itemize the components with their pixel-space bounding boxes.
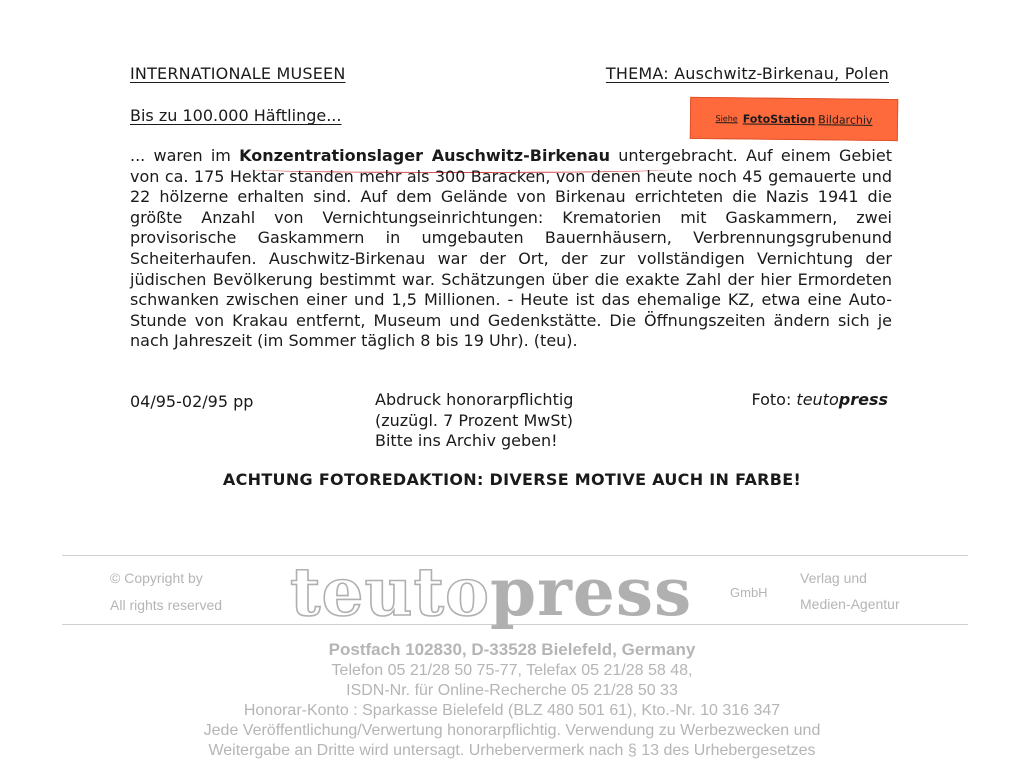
account-line: Honorar-Konto : Sparkasse Bielefeld (BLZ 480 501 61), Kto.-Nr. 10 316 347 bbox=[243, 702, 781, 719]
fee-line-1: Abdruck honorarpflichtig bbox=[375, 390, 574, 409]
legal-line-1: Jede Veröffentlichung/Verwertung honorarpflichtig. Verwendung zu Werbezwecken und bbox=[203, 722, 821, 739]
date-code: 04/95-02/95 pp bbox=[130, 392, 254, 411]
teutopress-logo bbox=[290, 553, 692, 631]
fee-line-2: (zuzügl. 7 Prozent MwSt) bbox=[375, 410, 574, 430]
logo-press: press bbox=[489, 553, 693, 631]
phone-line: Telefon 05 21/28 50 75-77, Telefax 05 21/28 58 48, bbox=[331, 662, 693, 679]
copyright-text: © Copyright by bbox=[110, 570, 203, 586]
verlag-line-2: Medien-Agentur bbox=[800, 596, 900, 612]
body-highlight: Konzentrationslager Auschwitz-Birkenau bbox=[239, 146, 610, 165]
gmbh-label: GmbH bbox=[730, 585, 768, 600]
sticker-prefix: Siehe bbox=[715, 113, 738, 123]
fee-note bbox=[375, 390, 573, 452]
verlag-line-1: Verlag und bbox=[800, 570, 867, 586]
sticker-rest: Bildarchiv bbox=[818, 112, 873, 127]
body-text: untergebracht. Auf einem Gebiet von ca. 175 Hektar standen mehr als 300 Baracken, von denen heute noch 45 gemauerte und 22 hölzerne erhalten sind. Auf dem Gelände von Birkenau errichteten die Nazis 1941 die größte Anzahl von Vernichtungseinrichtungen: Krematorien mit Gaskammern, zwei provisorische Gaskammern in umgebauten Bauernhäusern, Verbrennungsgrubenund Scheiterhaufen. Auschwitz-Birkenau war der Ort, der zur vollständigen Vernichtung der jüdischen Bevölkerung bestimmt war. Schätzungen über die exakte Zahl der hier Ermordeten schwanken zwischen einer und 1,5 Millionen. - Heute ist das ehemalige KZ, etwa eine Auto-Stunde von Krakau entfernt, Museum und Gedenkstätte. Die Öffnungszeiten ändern sich je nach Jahreszeit (im Sommer täglich 8 bis 19 Uhr). (teu). bbox=[130, 146, 892, 351]
sticker-brand: FotoStation bbox=[742, 111, 816, 126]
postal-address: Postfach 102830, D-33528 Bielefeld, Germany bbox=[328, 640, 696, 659]
archive-sticker bbox=[690, 97, 898, 141]
topic-heading: THEMA: Auschwitz-Birkenau, Polen bbox=[605, 64, 889, 83]
photo-credit-press: press bbox=[838, 390, 888, 409]
editor-warning: ACHTUNG FOTOREDAKTION: DIVERSE MOTIVE AUCH IN FARBE! bbox=[222, 470, 802, 489]
photo-credit-label: Foto: bbox=[751, 390, 797, 409]
photo-credit-teuto: teuto bbox=[796, 390, 839, 409]
rights-text: All rights reserved bbox=[110, 597, 223, 613]
legal-line-2: Weitergabe an Dritte wird untersagt. Urhebervermerk nach § 13 des Urhebergesetzes bbox=[208, 742, 816, 759]
body-lead: ... waren im bbox=[130, 146, 240, 165]
category-heading: INTERNATIONALE MUSEEN bbox=[130, 64, 346, 83]
logo-teuto: teuto bbox=[290, 553, 490, 631]
article-subtitle: Bis zu 100.000 Häftlinge... bbox=[130, 106, 342, 125]
isdn-line: ISDN-Nr. für Online-Recherche 05 21/28 50 33 bbox=[346, 682, 678, 699]
article-body bbox=[130, 146, 892, 352]
photo-credit bbox=[751, 390, 888, 409]
fee-line-3: Bitte ins Archiv geben! bbox=[375, 431, 558, 450]
